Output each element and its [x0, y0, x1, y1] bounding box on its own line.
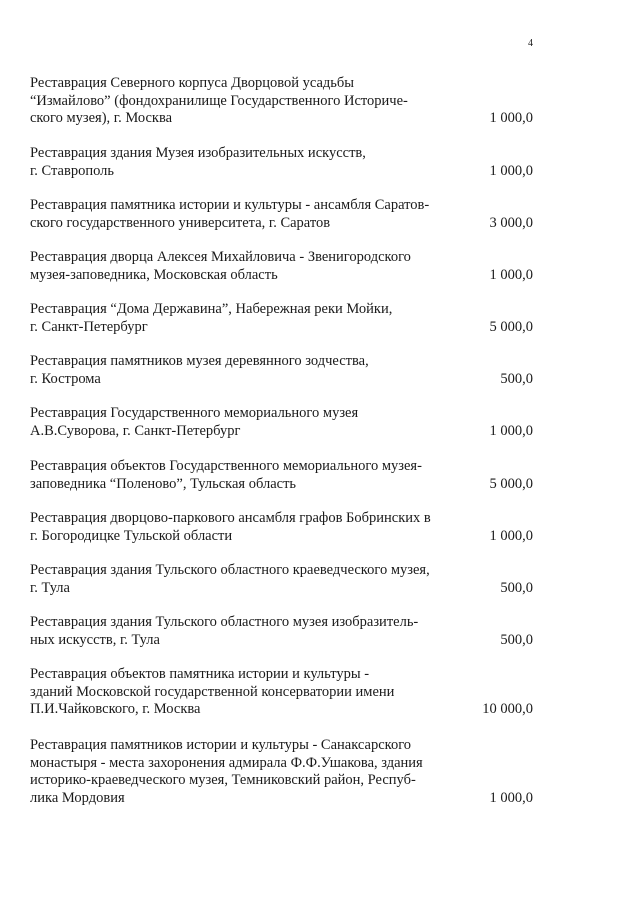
entry-amount: 500,0: [500, 579, 533, 596]
entry-line: П.И.Чайковского, г. Москва: [30, 701, 201, 717]
entry-amount: 1 000,0: [489, 422, 533, 439]
budget-entry: [30, 562, 535, 597]
entry-line: г. Тула: [30, 579, 70, 596]
entry-description: [30, 405, 450, 440]
budget-entry: [30, 197, 535, 232]
entry-line: заповедника “Поленово”, Тульская область: [30, 475, 297, 492]
entry-description: [30, 458, 450, 493]
entry-line: ского музея), г. Москва: [30, 110, 173, 126]
budget-entry: [30, 405, 535, 440]
entry-line: г. Богородицке Тульской области: [30, 527, 233, 544]
entry-description: [30, 75, 450, 128]
entry-line: монастыря - места захоронения адмирала Ф.Ф.Ушакова, здания: [30, 754, 423, 771]
entry-line: г. Санкт-Петербург: [30, 318, 148, 335]
entry-description: [30, 145, 450, 180]
budget-entry: [30, 353, 535, 388]
entry-line: Реставрация памятника истории и культуры - ансамбля Саратов-: [30, 197, 430, 213]
entry-line: музея-заповедника, Московская область: [30, 266, 278, 283]
entry-amount: 1 000,0: [489, 789, 533, 806]
entry-description: [30, 301, 450, 336]
budget-entry: [30, 75, 535, 128]
entry-amount: 3 000,0: [489, 214, 533, 231]
entry-description: [30, 614, 450, 649]
entry-amount: 1 000,0: [489, 162, 533, 179]
entry-description: [30, 353, 450, 388]
entry-amount: 5 000,0: [489, 475, 533, 492]
entry-line: Реставрация здания Музея изобразительных искусств,: [30, 145, 366, 161]
entry-line: Реставрация здания Тульского областного краеведческого музея,: [30, 562, 430, 578]
page-number: 4: [528, 38, 533, 49]
entry-line: ных искусств, г. Тула: [30, 631, 160, 648]
entry-description: [30, 510, 450, 545]
entry-line: г. Ставрополь: [30, 162, 115, 179]
entry-description: [30, 562, 450, 597]
budget-entry: [30, 666, 535, 719]
entry-line: Реставрация Северного корпуса Дворцовой усадьбы: [30, 75, 355, 91]
entry-amount: 500,0: [500, 631, 533, 648]
entry-amount: 1 000,0: [489, 266, 533, 283]
budget-entry: [30, 614, 535, 649]
entry-line: Реставрация Государственного мемориального музея: [30, 405, 359, 421]
entry-amount: 500,0: [500, 370, 533, 387]
entry-line: “Измайлово” (фондохранилище Государственного Историче-: [30, 92, 408, 109]
entry-line: зданий Московской государственной консерватории имени: [30, 683, 395, 700]
budget-entry: [30, 301, 535, 336]
budget-entry: [30, 249, 535, 284]
budget-entry: [30, 145, 535, 180]
entry-line: лика Мордовия: [30, 789, 125, 806]
entry-line: Реставрация памятников истории и культуры - Санаксарского: [30, 737, 412, 753]
entry-amount: 10 000,0: [482, 701, 533, 717]
budget-entry: [30, 737, 535, 807]
entry-description: [30, 666, 450, 719]
entry-line: Реставрация памятников музея деревянного зодчества,: [30, 353, 369, 369]
entry-line: Реставрация дворца Алексея Михайловича - Звенигородского: [30, 249, 411, 265]
entry-description: [30, 249, 450, 284]
entry-line: Реставрация объектов Государственного мемориального музея-: [30, 458, 422, 474]
entry-line: историко-краеведческого музея, Темниковский район, Респуб-: [30, 772, 416, 788]
budget-entry: [30, 510, 535, 545]
entry-amount: 1 000,0: [489, 110, 533, 126]
entry-amount: 1 000,0: [489, 527, 533, 544]
entry-description: [30, 197, 450, 232]
entry-line: ского государственного университета, г. Саратов: [30, 214, 331, 231]
entry-description: [30, 737, 450, 807]
entry-amount: 5 000,0: [489, 318, 533, 335]
entry-line: Реставрация объектов памятника истории и культуры -: [30, 666, 370, 682]
entry-line: г. Кострома: [30, 370, 101, 387]
entry-line: Реставрация здания Тульского областного музея изобразитель-: [30, 614, 419, 630]
entry-line: Реставрация дворцово-паркового ансамбля графов Бобринских в: [30, 510, 431, 526]
entry-line: Реставрация “Дома Державина”, Набережная реки Мойки,: [30, 301, 393, 317]
entry-line: А.В.Суворова, г. Санкт-Петербург: [30, 422, 241, 439]
budget-entry: [30, 458, 535, 493]
